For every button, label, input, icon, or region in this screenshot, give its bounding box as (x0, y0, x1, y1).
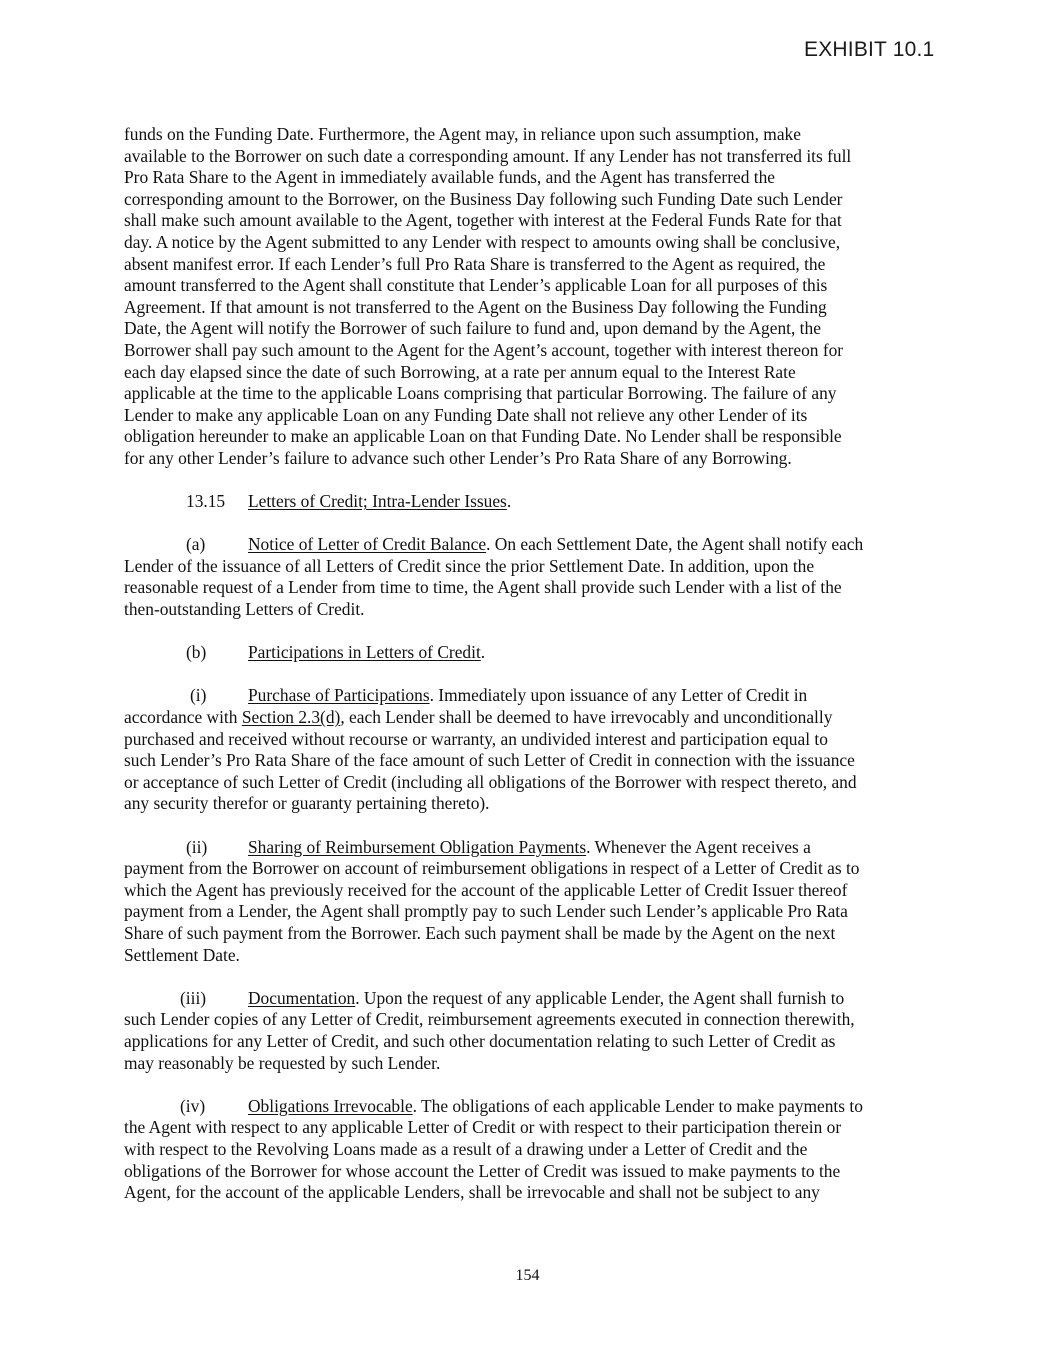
text-line: payment from the Borrower on account of reimbursement obligations in respect of a Letter of Credit as to (124, 858, 860, 879)
subsection-a: (a) Notice of Letter of Credit Balance. On each Settlement Date, the Agent shall notify each Lender of the issuance of all Letters of Credit since the prior Settlement Date. In addition, upon the reasonable request of a Lender from time to time, the Agent shall provide such Lender with a list of the then-outstanding Letters of Credit. (124, 534, 934, 620)
text-line: Pro Rata Share to the Agent in immediately available funds, and the Agent has transferred the (124, 167, 775, 188)
text-line: any security therefor or guaranty pertaining thereto). (124, 793, 490, 814)
clause-label: (iv) (180, 1095, 206, 1116)
clause-title: Sharing of Reimbursement Obligation Payments (248, 836, 587, 857)
text-line: may reasonably be requested by such Lender. (124, 1052, 441, 1073)
text-line: with respect to the Revolving Loans made as a result of a drawing under a Letter of Credit and the (124, 1138, 808, 1159)
text-line: each day elapsed since the date of such Borrowing, at a rate per annum equal to the Interest Rate (124, 361, 796, 382)
text-line: for any other Lender’s failure to advance such other Lender’s Pro Rata Share of any Borrowing. (124, 447, 792, 468)
text-line: payment from a Lender, the Agent shall promptly pay to such Lender such Lender’s applicable Pro Rata (124, 901, 848, 922)
text-line: absent manifest error. If each Lender’s full Pro Rata Share is transferred to the Agent as required, the (124, 253, 826, 274)
clause-iv: (iv) Obligations Irrevocable. The obligations of each applicable Lender to make payments to the Agent with respect to any applicable Letter of Credit or with respect to their participation therein or with respect to the Revolving Loans made as a result of a drawing under a Letter of Credit and the obligations of the Borrower for whose account the Letter of Credit was issued to make payments to the Agent, for the account of the applicable Lenders, shall be irrevocable and shall not be subject to any (124, 1096, 934, 1204)
subsection-label: (a) (186, 534, 206, 555)
text-line: day. A notice by the Agent submitted to any Lender with respect to amounts owing shall be conclusive, (124, 231, 841, 252)
text-line: Borrower shall pay such amount to the Agent for the Agent’s account, together with interest thereon for (124, 339, 844, 360)
text-line: obligation hereunder to make an applicable Loan on that Funding Date. No Lender shall be responsible (124, 426, 842, 447)
text-line: then-outstanding Letters of Credit. (124, 599, 365, 620)
clause-label: (iii) (180, 987, 207, 1008)
text-line: amount transferred to the Agent shall constitute that Lender’s applicable Loan for all purposes of this (124, 275, 828, 296)
text-line: Lender to make any applicable Loan on any Funding Date shall not relieve any other Lender of its (124, 404, 808, 425)
text-line: applications for any Letter of Credit, and such other documentation relating to such Letter of Credit as (124, 1030, 836, 1051)
clause-label: (ii) (186, 836, 208, 857)
text-line: corresponding amount to the Borrower, on the Business Day following such Funding Date such Lender (124, 188, 843, 209)
page-number: 154 (515, 1267, 540, 1284)
text-line: purchased and received without recourse or warranty, an undivided interest and participation equal to (124, 728, 828, 749)
section-2-3-d-reference: Section 2.3(d) (241, 707, 341, 728)
text-line: shall make such amount available to the Agent, together with interest at the Federal Funds Rate for that (124, 210, 842, 231)
subsection-title: Notice of Letter of Credit Balance (248, 534, 487, 555)
section-13-15-heading: 13.15 Letters of Credit; Intra-Lender Issues. (186, 491, 512, 512)
clause-title: Obligations Irrevocable (248, 1095, 413, 1116)
text-line: the Agent with respect to any applicable Letter of Credit or with respect to their participation therein or (124, 1117, 842, 1138)
subsection-title: Participations in Letters of Credit (248, 642, 481, 663)
clause-i: (i) Purchase of Participations. Immediately upon issuance of any Letter of Credit in accordance with Section 2.3(d), each Lender shall be deemed to have irrevocably and unconditionally purchased and received without recourse or warranty, an undivided interest and participation equal to such Lender’s Pro Rata Share of the face amount of such Letter of Credit in connection with the issuance or acceptance of such Letter of Credit (including all obligations of the Borrower with respect thereto, and any security therefor or guaranty pertaining thereto). (124, 685, 934, 815)
text-line: applicable at the time to the applicable Loans comprising that particular Borrowing. The failure of any (124, 383, 837, 404)
text-line: funds on the Funding Date. Furthermore, the Agent may, in reliance upon such assumption, make (124, 124, 801, 144)
text-line: available to the Borrower on such date a corresponding amount. If any Lender has not transferred its full (124, 145, 852, 166)
document-body (124, 124, 934, 1225)
exhibit-label: EXHIBIT 10.1 (804, 38, 935, 61)
section-number: 13.15 (186, 491, 226, 512)
text-line: Lender of the issuance of all Letters of Credit since the prior Settlement Date. In addition, upon the (124, 555, 815, 576)
subsection-b: (b) Participations in Letters of Credit. (186, 642, 486, 663)
section-title: Letters of Credit; Intra-Lender Issues (248, 491, 507, 512)
text-line: Agent, for the account of the applicable Lenders, shall be irrevocable and shall not be subject to any (124, 1182, 820, 1203)
continuation-paragraph (124, 124, 934, 470)
clause-iii: (iii) Documentation. Upon the request of any applicable Lender, the Agent shall furnish to such Lender copies of any Letter of Credit, reimbursement agreements executed in connection therewith, applications for any Letter of Credit, and such other documentation relating to such Letter of Credit as may reasonably be requested by such Lender. (124, 988, 934, 1074)
clause-ii: (ii) Sharing of Reimbursement Obligation Payments. Whenever the Agent receives a payment from the Borrower on account of reimbursement obligations in respect of a Letter of Credit as to which the Agent has previously received for the account of the applicable Letter of Credit Issuer thereof payment from a Lender, the Agent shall promptly pay to such Lender such Lender’s applicable Pro Rata Share of such payment from the Borrower. Each such payment shall be made by the Agent on the next Settlement Date. (124, 837, 934, 967)
text-line: which the Agent has previously received for the account of the applicable Letter of Credit Issuer thereof (124, 879, 848, 900)
clause-title: Documentation (248, 987, 356, 1008)
subsection-label: (b) (186, 642, 207, 663)
text-line: obligations of the Borrower for whose account the Letter of Credit was issued to make payments to the (124, 1160, 841, 1181)
text-line: Date, the Agent will notify the Borrower of such failure to fund and, upon demand by the Agent, the (124, 318, 821, 339)
clause-label: (i) (190, 685, 207, 706)
text-line: such Lender’s Pro Rata Share of the face amount of such Letter of Credit in connection with the issuance (124, 750, 855, 771)
text-line: Agreement. If that amount is not transferred to the Agent on the Business Day following the Funding (124, 296, 827, 317)
text-line: Share of such payment from the Borrower. Each such payment shall be made by the Agent on the next (124, 922, 836, 943)
text-line: such Lender copies of any Letter of Credit, reimbursement agreements executed in connection therewith, (124, 1009, 855, 1030)
clause-title: Purchase of Participations (248, 685, 430, 706)
text-line: Settlement Date. (124, 944, 240, 965)
text-line: or acceptance of such Letter of Credit (including all obligations of the Borrower with respect thereto, and (124, 771, 857, 792)
text-line: reasonable request of a Lender from time to time, the Agent shall provide such Lender with a list of the (124, 577, 842, 598)
